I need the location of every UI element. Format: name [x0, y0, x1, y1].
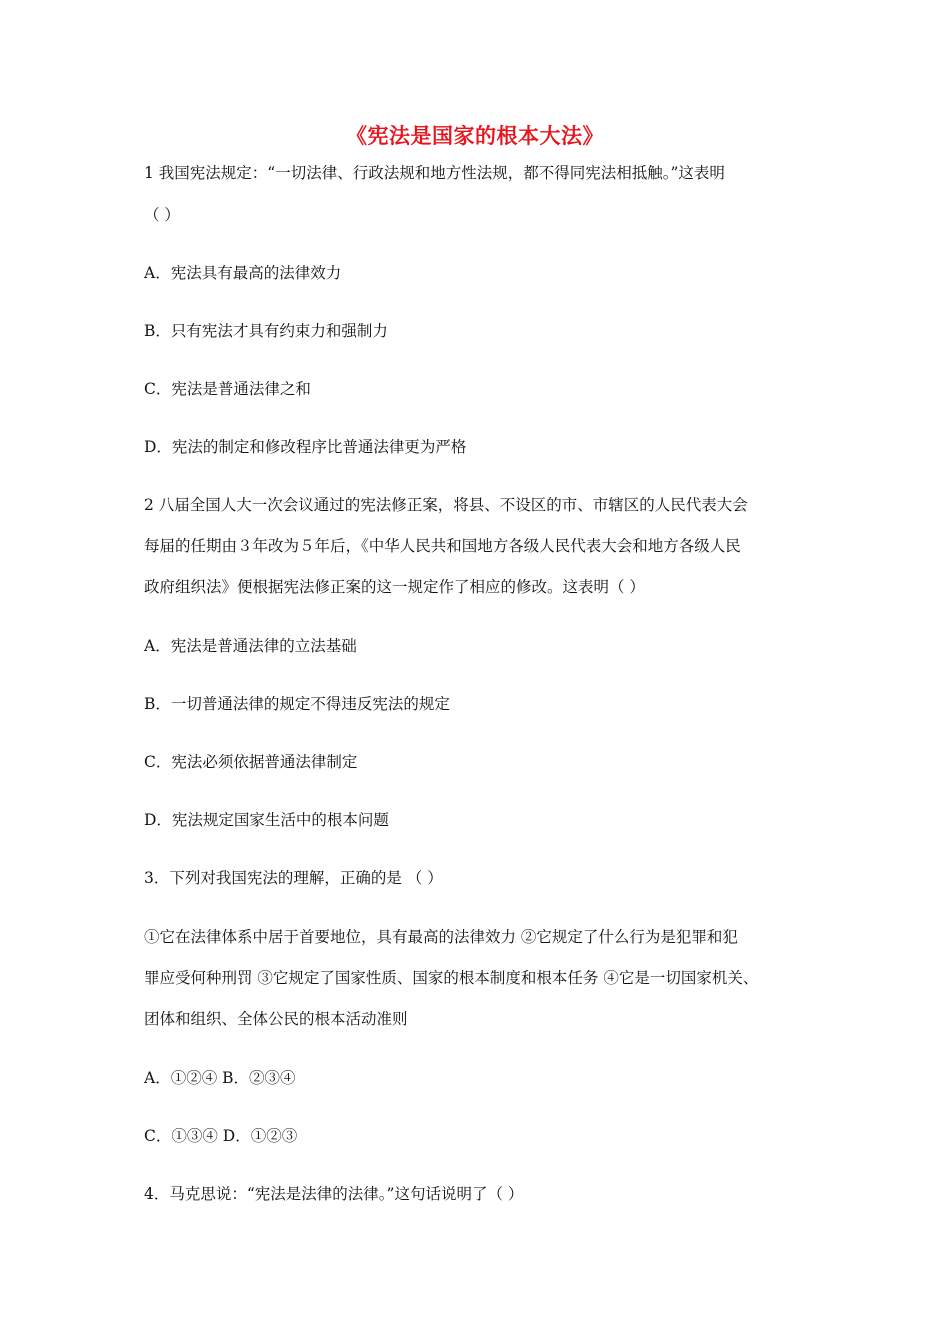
q1-stem-line-2: （ ）	[144, 206, 180, 224]
q3-options-ab: A．①②④ B．②③④	[144, 1069, 296, 1087]
q2-stem-line-3: 政府组织法》便根据宪法修正案的这一规定作了相应的修改。这表明（ ）	[144, 578, 645, 596]
q3-statements-line-1: ①它在法律体系中居于首要地位，具有最高的法律效力 ②它规定了什么行为是犯罪和犯	[144, 928, 738, 946]
q1-option-d: D．宪法的制定和修改程序比普通法律更为严格	[144, 438, 467, 456]
q2-stem-line-2: 每届的任期由３年改为５年后，《中华人民共和国地方各级人民代表大会和地方各级人民	[144, 537, 741, 555]
q3-statements-line-2: 罪应受何种刑罚 ③它规定了国家性质、国家的根本制度和根本任务 ④它是一切国家机关、	[144, 969, 759, 987]
q1-option-b: B．只有宪法才具有约束力和强制力	[144, 322, 388, 340]
q3-stem: 3．下列对我国宪法的理解，正确的是 （ ）	[144, 869, 443, 887]
q2-option-c: C．宪法必须依据普通法律制定	[144, 753, 358, 771]
q2-option-d: D．宪法规定国家生活中的根本问题	[144, 811, 389, 829]
document-title: 《宪法是国家的根本大法》	[346, 124, 604, 148]
q1-option-c: C．宪法是普通法律之和	[144, 380, 311, 398]
q4-stem: 4．马克思说：“宪法是法律的法律。”这句话说明了（ ）	[144, 1185, 524, 1203]
q1-stem-line-1: 1 我国宪法规定：“一切法律、行政法规和地方性法规，都不得同宪法相抵触。”这表明	[144, 164, 725, 182]
q1-option-a: A．宪法具有最高的法律效力	[144, 264, 342, 282]
q3-statements-line-3: 团体和组织、全体公民的根本活动准则	[144, 1010, 408, 1028]
q2-option-a: A．宪法是普通法律的立法基础	[144, 637, 357, 655]
q3-options-cd: C．①③④ D．①②③	[144, 1127, 298, 1145]
q2-stem-line-1: 2 八届全国人大一次会议通过的宪法修正案，将县、不设区的市、市辖区的人民代表大会	[144, 496, 748, 514]
q2-option-b: B．一切普通法律的规定不得违反宪法的规定	[144, 695, 450, 713]
